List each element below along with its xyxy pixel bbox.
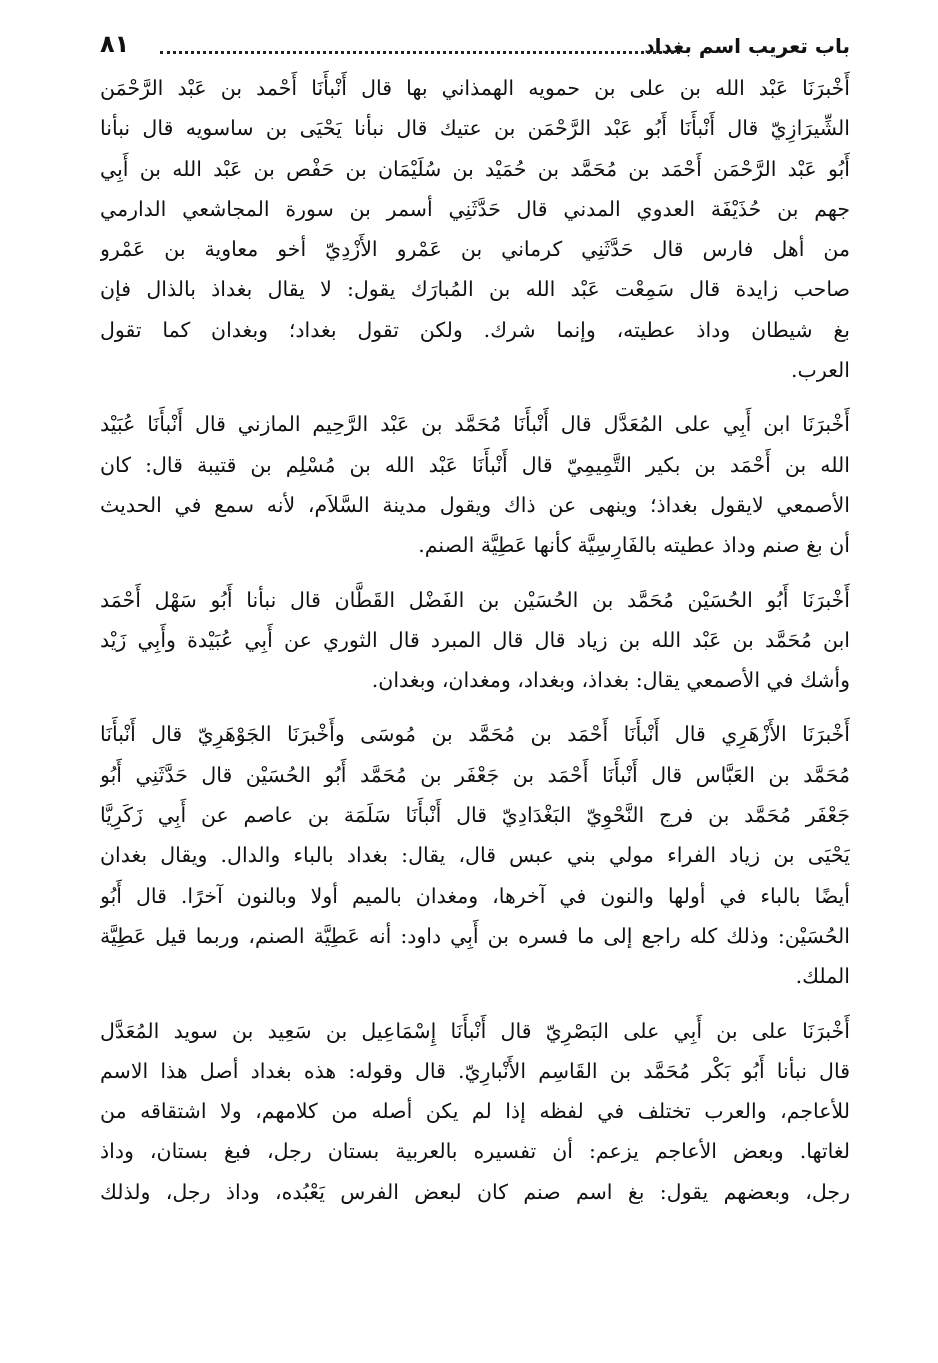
chapter-title: باب تعريب اسم بغداد	[644, 34, 850, 58]
text-line: الأصمعي لايقول بغداذ؛ وينهى عن ذاك ويقول مدينة السَّلاَم، لأنه سمع في الحديث	[100, 492, 850, 517]
text-line: من أهل فارس قال حَدَّثَنِي كرماني بن عَمْرو الأَزْدِيّ أخو معاوية بن عَمْرو	[100, 237, 850, 262]
text-line: بغ شيطان وداذ عطيته، وإنما شرك. ولكن تقول بغداد؛ وبغدان كما تقول	[100, 317, 850, 342]
body-text	[100, 68, 850, 1212]
text-line: رجل، وبعضهم يقول: بغ اسم صنم كان لبعض الفرس يَعْبُده، وداذ رجل، ولذلك	[100, 1179, 850, 1204]
paragraph-1	[100, 68, 850, 390]
paragraph-3	[100, 580, 850, 701]
text-line: للأعاجم، والعرب تختلف في لفظه إذا لم يكن أصله من كلامهم، ولا اشتقاقه من	[100, 1099, 850, 1124]
text-line: جَعْفَر مُحَمَّد بن فرج النَّحْوِيّ البَغْدَادِيّ قال أَنْبأَنَا سَلَمَة بن عاصم عن أَبِي زَكَرِيَّا	[100, 803, 850, 828]
text-line: ابن مُحَمَّد بن عَبْد الله بن زياد قال قال المبرد قال الثوري عن أَبِي عُبَيْدة وأَبِي زَيْد	[100, 627, 850, 652]
text-line: أَخْبرَنَا على بن أَبِي على البَصْرِيّ قال أَنْبأَنَا إِسْمَاعِيل بن سَعِيد بن سويد المُعَدَّل	[100, 1018, 850, 1043]
paragraph-2	[100, 404, 850, 565]
text-line: لغاتها. وبعض الأعاجم يزعم: أن تفسيره بالعربية بستان رجل، فبغ بستان، وداذ	[100, 1139, 850, 1164]
text-line: أَخْبرَنَا عَبْد الله بن على بن حمويه الهمذاني بها قال أَنْبأَنَا أَحْمد بن عَبْد الرَّحْمَن	[100, 76, 850, 100]
text-line: الحُسَيْن: وذلك كله راجع إلى ما فسره بن أَبِي داود: أنه عَطِيَّة الصنم، وربما قيل عَطِيَّة	[100, 923, 850, 948]
book-page	[100, 24, 850, 1344]
text-line: الشِّيرَازِيّ قال أَنْبأَنَا أَبُو عَبْد الرَّحْمَن بن عتيك قال نبأنا يَحْيَى بن ساسويه قال نبأنا	[100, 116, 850, 141]
text-line: الملك.	[795, 964, 850, 989]
text-line: أَخْبرَنَا الأَزْهَرِي قال أَنْبأَنَا أَحْمَد بن مُحَمَّد بن مُوسَى وأَخْبرَنَا الجَوْهَرِيّ قال أَنْبأَنَا	[100, 722, 850, 747]
text-line: مُحَمَّد بن العَبَّاس قال أَنْبأَنَا أَحْمَد بن جَعْفَر بن مُحَمَّد أَبُو الحُسَيْن قال حَدَّثَنِي أَبُو	[100, 762, 850, 787]
text-line: أيضًا بالباء في أولها والنون في آخرها، ومغدان بالميم أولا وبالنون آخرًا. قال أَبُو	[100, 883, 850, 908]
text-line: قال نبأنا أَبُو بَكْر مُحَمَّد بن القَاسِم الأَنْبارِيّ. قال وقوله: هذه بغداد أصل هذا الاسم	[100, 1058, 850, 1083]
page-number: ٨١	[100, 30, 130, 58]
text-line: جهم بن حُذَيْفَة العدوي المدني قال حَدَّثَنِي أسمر بن سورة المجاشعي الدارمي	[100, 196, 850, 221]
text-line: أَبُو عَبْد الرَّحْمَن أَحْمَد بن مُحَمَّد بن حُمَيْد بن سُلَيْمَان بن حَفْص بن عَبْد الله بن أَبِي	[100, 156, 850, 181]
paragraph-5	[100, 1011, 850, 1212]
text-line: الله بن أَحْمَد بن بكير التَّمِيمِيّ قال أَنْبأَنَا عَبْد الله بن مُسْلِم بن قتيبة قال: كان	[100, 452, 850, 477]
text-line: صاحب زايدة قال سَمِعْت عَبْد الله بن المُبارَك يقول: لا يقال بغداذ بالذال فإن	[100, 277, 850, 302]
text-line: يَحْيَى بن زياد الفراء مولي بني عبس قال، يقال: بغداد بالباء والدال. ويقال بغدان	[100, 843, 850, 868]
text-line: أن بغ صنم وداذ عطيته بالفَارِسِيَّة كأنها عَطِيَّة الصنم.	[418, 533, 850, 558]
paragraph-4	[100, 714, 850, 996]
text-line: وأشك في الأصمعي يقال: بغداذ، وبغداد، ومغدان، وبغدان.	[371, 668, 850, 693]
text-line: أَخْبرَنَا ابن أَبِي على المُعَدَّل قال أَنْبأَنَا مُحَمَّد بن عَبْد الرَّحِيم المازني قال أَنْبأَنَا عُبَيْد	[100, 412, 850, 437]
text-line: أَخْبرَنَا أَبُو الحُسَيْن مُحَمَّد بن الحُسَيْن بن الفَضْل القَطَّان قال نبأنا أَبُو سَهْل أَحْمَد	[100, 587, 850, 612]
text-line: العرب.	[791, 358, 850, 383]
running-header	[100, 24, 850, 64]
leader-dots	[160, 51, 680, 54]
